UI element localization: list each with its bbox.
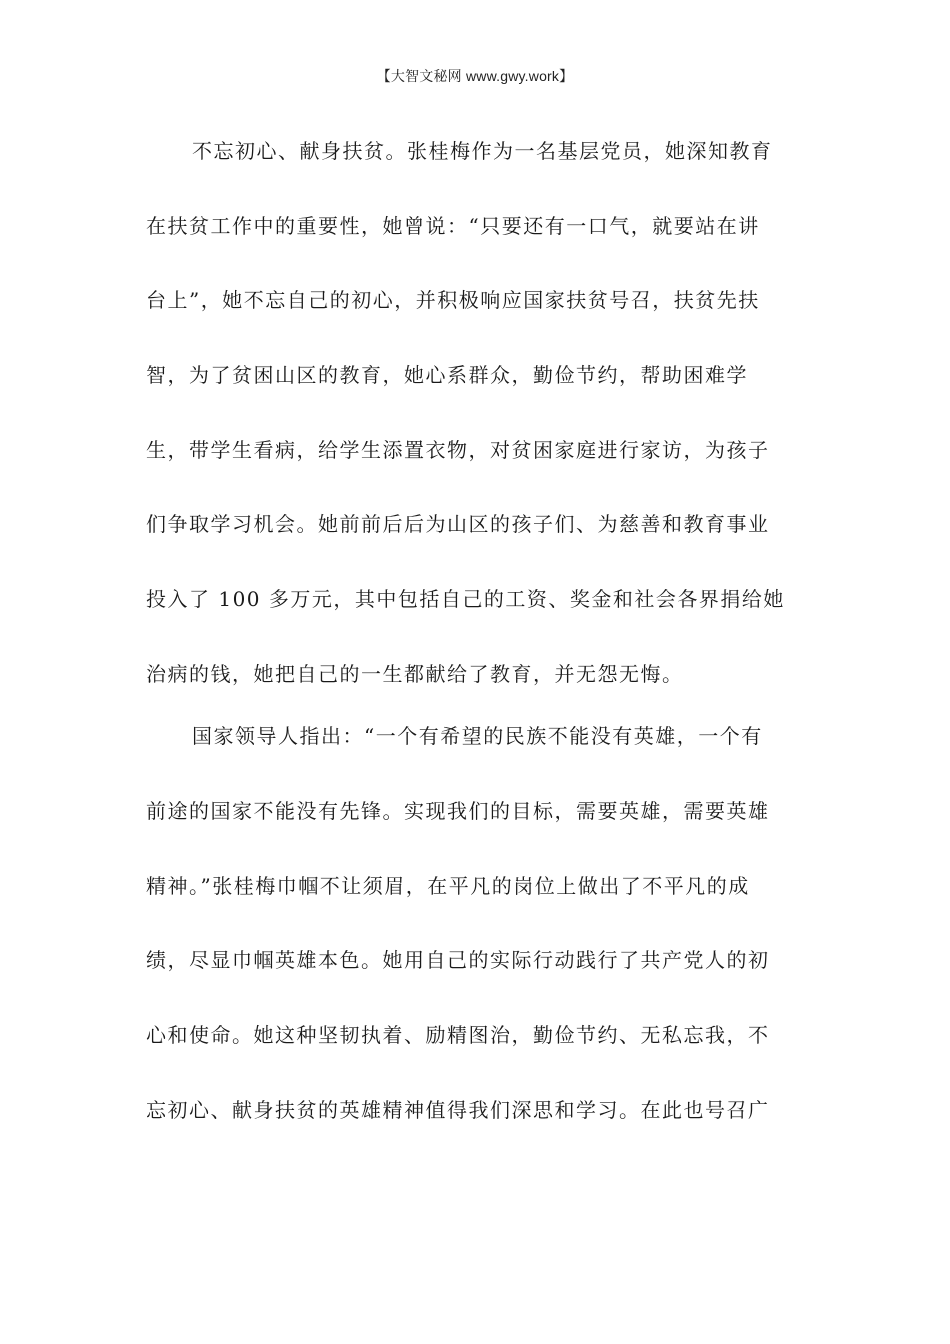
body-line: 生，带学生看病，给学生添置衣物，对贫困家庭进行家访，为孩子: [146, 438, 770, 462]
body-line: 不忘初心、献身扶贫。张桂梅作为一名基层党员，她深知教育: [192, 139, 773, 163]
body-line: 台上”，她不忘自己的初心，并积极响应国家扶贫号召，扶贫先扶: [146, 288, 760, 312]
body-line: 绩，尽显巾帼英雄本色。她用自己的实际行动践行了共产党人的初: [146, 948, 770, 972]
body-line: 在扶贫工作中的重要性，她曾说：“只要还有一口气，就要站在讲: [146, 214, 760, 238]
page-header: 【大智文秘网 www.gwy.work】: [376, 68, 574, 84]
body-line: 精神。”张桂梅巾帼不让须眉，在平凡的岗位上做出了不平凡的成: [146, 874, 750, 898]
body-line: 们争取学习机会。她前前后后为山区的孩子们、为慈善和教育事业: [146, 512, 770, 536]
body-line: 国家领导人指出：“一个有希望的民族不能没有英雄，一个有: [192, 724, 763, 748]
body-line: 治病的钱，她把自己的一生都献给了教育，并无怨无悔。: [146, 662, 684, 686]
body-line: 前途的国家不能没有先锋。实现我们的目标，需要英雄，需要英雄: [146, 799, 770, 823]
body-line: 忘初心、献身扶贫的英雄精神值得我们深思和学习。在此也号召广: [146, 1098, 770, 1122]
body-line: 智，为了贫困山区的教育，她心系群众，勤俭节约，帮助困难学: [146, 363, 748, 387]
body-line: 心和使命。她这种坚韧执着、励精图治，勤俭节约、无私忘我，不: [146, 1023, 770, 1047]
body-line: 投入了 100 多万元，其中包括自己的工资、奖金和社会各界捐给她: [146, 587, 785, 611]
